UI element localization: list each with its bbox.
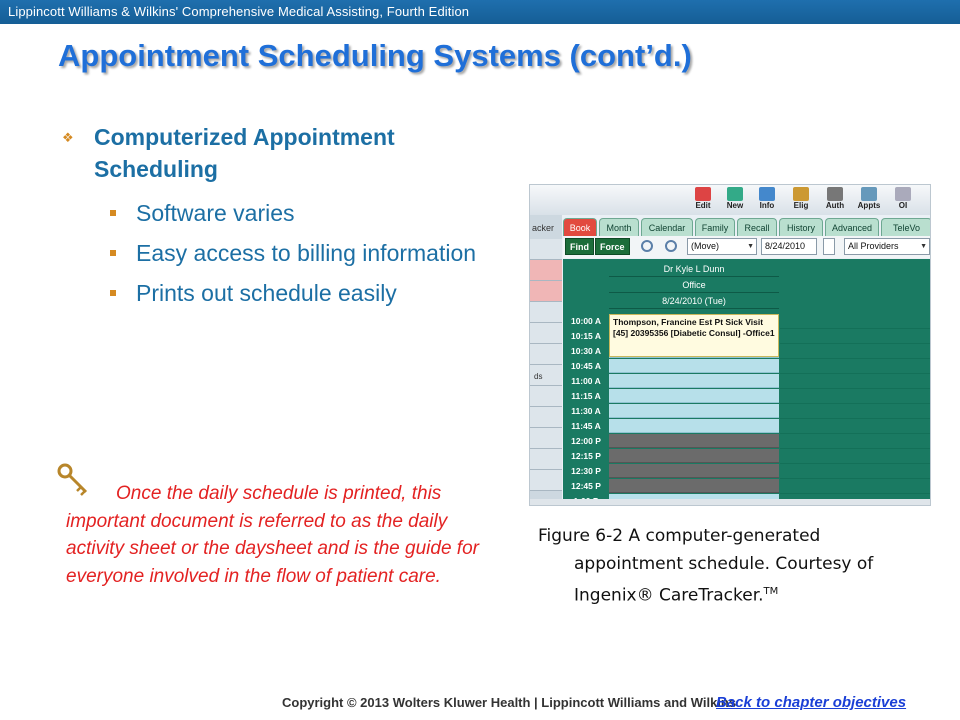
chevron-down-icon: ▼ — [920, 243, 927, 250]
find-bar — [563, 236, 931, 258]
find-button[interactable]: Find — [565, 238, 594, 255]
auth-icon — [827, 187, 843, 201]
time-slot[interactable] — [609, 404, 779, 418]
time-slot-empty-column — [780, 329, 931, 344]
time-slot-label: 11:15 A — [571, 391, 601, 401]
back-to-objectives-link[interactable]: Back to chapter objectives — [716, 694, 907, 711]
left-sidebar — [530, 215, 562, 506]
time-slot-empty-column — [780, 434, 931, 449]
sub-bullet: Easy access to billing information — [106, 236, 486, 270]
time-slot-empty-column — [780, 449, 931, 464]
elig-button[interactable]: Elig — [786, 187, 816, 213]
time-slot-empty-column — [780, 344, 931, 359]
time-slot-empty-column — [780, 314, 931, 329]
time-slot-empty-column — [780, 389, 931, 404]
time-slot-label: 12:30 P — [571, 466, 601, 476]
main-bullet-text: Computerized Appointment Scheduling — [94, 124, 395, 182]
square-bullet-icon — [110, 250, 116, 256]
time-slot[interactable] — [609, 449, 779, 463]
slide-title: Appointment Scheduling Systems (cont’d.) — [58, 38, 692, 73]
time-slot-label: 10:30 A — [571, 346, 601, 356]
time-slot-label: 10:00 A — [571, 316, 601, 326]
time-slot-label: 12:15 P — [571, 451, 601, 461]
calendar-icon[interactable] — [823, 238, 835, 255]
time-slot[interactable] — [609, 479, 779, 493]
tab-book[interactable]: Book — [563, 218, 597, 236]
schedule-screenshot — [529, 184, 931, 506]
appts-button[interactable]: Appts — [854, 187, 884, 213]
square-bullet-icon — [110, 290, 116, 296]
time-slot[interactable] — [609, 374, 779, 388]
elig-icon — [793, 187, 809, 201]
time-slot-empty-column — [780, 479, 931, 494]
time-slot-label: 12:00 P — [571, 436, 601, 446]
date-field[interactable]: 8/24/2010 — [761, 238, 817, 255]
auth-button[interactable]: Auth — [820, 187, 850, 213]
sub-bullet-list — [106, 196, 486, 316]
force-button[interactable]: Force — [595, 238, 630, 255]
tab-family[interactable]: Family — [695, 218, 735, 236]
tab-recall[interactable]: Recall — [737, 218, 777, 236]
chevron-down-icon: ▼ — [747, 243, 754, 250]
sub-bullet: Prints out schedule easily — [106, 276, 486, 310]
main-bullet — [62, 121, 492, 185]
appts-icon — [861, 187, 877, 201]
book-title: Lippincott Williams & Wilkins' Comprehensive Medical Assisting, Fourth Edition — [8, 4, 470, 19]
square-bullet-icon — [110, 210, 116, 216]
time-slot-label: 10:15 A — [571, 331, 601, 341]
left-label: acker — [532, 223, 555, 233]
tab-calendar[interactable]: Calendar — [641, 218, 693, 236]
tab-history[interactable]: History — [779, 218, 823, 236]
sub-bullet: Software varies — [106, 196, 486, 230]
day-header: 8/24/2010 (Tue) — [609, 294, 779, 309]
move-select[interactable]: (Move) ▼ — [687, 238, 757, 255]
schedule-tabs — [563, 218, 931, 236]
time-slot-label: 11:00 A — [571, 376, 601, 386]
time-slot-empty-column — [780, 419, 931, 434]
oi-button[interactable]: OI — [888, 187, 918, 213]
providers-select[interactable]: All Providers ▼ — [844, 238, 930, 255]
info-icon — [759, 187, 775, 201]
copyright-footer: Copyright © 2013 Wolters Kluwer Health | Lippincott Williams and Wilkins — [282, 695, 737, 710]
new-button[interactable]: New — [720, 187, 750, 213]
time-slot-label: 10:45 A — [571, 361, 601, 371]
time-slot[interactable] — [609, 389, 779, 403]
time-slot-empty-column — [780, 404, 931, 419]
time-slot-empty-column — [780, 464, 931, 479]
info-button[interactable]: Info — [752, 187, 782, 213]
provider-header: Dr Kyle L Dunn — [609, 262, 779, 277]
note-text: Once the daily schedule is printed, this important document is referred to as the daily activity sheet or the daysheet and is the guide for everyone involved in the flow of patient care. — [66, 483, 479, 587]
tab-televox[interactable]: TeleVo — [881, 218, 931, 236]
location-header: Office — [609, 278, 779, 293]
edit-button[interactable]: Edit — [688, 187, 718, 213]
top-banner — [0, 0, 960, 24]
time-slot-label: 12:45 P — [571, 481, 601, 491]
left-ds-label: ds — [534, 372, 543, 381]
tab-month[interactable]: Month — [599, 218, 639, 236]
toolbar — [530, 185, 931, 215]
time-slot-label: 11:30 A — [571, 406, 601, 416]
time-slot-empty-column — [780, 359, 931, 374]
time-slot[interactable] — [609, 434, 779, 448]
time-slot[interactable] — [609, 359, 779, 373]
figure-caption: Figure 6-2 A computer-generated appointment schedule. Courtesy of Ingenix® CareTracker.™ — [538, 526, 874, 606]
time-slot[interactable] — [609, 419, 779, 433]
schedule-grid — [563, 259, 931, 506]
oi-icon — [895, 187, 911, 201]
edit-icon — [695, 187, 711, 201]
screenshot-footer-strip — [530, 499, 931, 505]
time-slot-label: 11:45 A — [571, 421, 601, 431]
zoom-out-icon[interactable] — [641, 240, 653, 252]
time-slot-empty-column — [780, 374, 931, 389]
diamond-bullet-icon: ❖ — [62, 130, 74, 145]
zoom-in-icon[interactable] — [665, 240, 677, 252]
tab-advanced[interactable]: Advanced — [825, 218, 879, 236]
time-slot[interactable] — [609, 464, 779, 478]
appointment-block[interactable]: Thompson, Francine Est Pt Sick Visit [45] 20395356 [Diabetic Consul] -Office1 — [609, 314, 779, 357]
new-icon — [727, 187, 743, 201]
